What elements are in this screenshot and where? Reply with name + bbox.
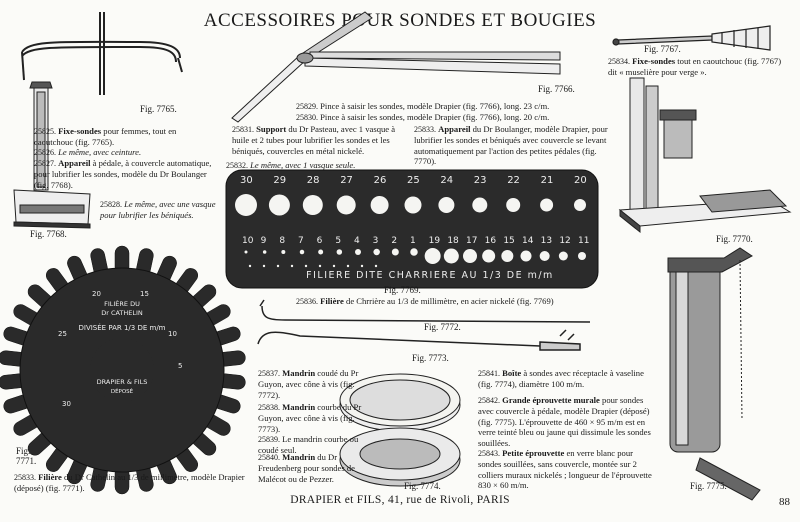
gauge-number: 10 bbox=[168, 330, 177, 338]
catalog-entry: 25836. Filière de Chrrière au 1/3 de millimètre, en acier nickelé (fig. 7769) bbox=[296, 296, 554, 306]
plate-number: 15 bbox=[503, 236, 515, 246]
plate-number: 23 bbox=[473, 175, 487, 186]
gauge-number: 30 bbox=[62, 400, 71, 408]
gauge-text-line3: DIVISÉE PAR 1/3 DE m/m bbox=[78, 324, 166, 332]
plate-number: 14 bbox=[522, 236, 534, 246]
gauge-number: 20 bbox=[92, 290, 101, 298]
catalog-entry: 25841. Boîte à sondes avec réceptacle à vaseline (fig. 7774), diamètre 100 m/m. bbox=[478, 368, 644, 390]
gauge-text-line2: Dr CATHELIN bbox=[101, 309, 143, 317]
plate-number: 22 bbox=[507, 175, 520, 186]
catalog-entry: 25829. Pince à saisir les sondes, modèle Drapier (fig. 7766), long. 23 c/m. bbox=[296, 101, 550, 111]
plate-number: 16 bbox=[484, 236, 497, 246]
plate-number: 25 bbox=[407, 175, 420, 186]
plate-label: FILIERE DITE CHARRIERE AU 1/3 DE m/m bbox=[306, 270, 554, 281]
plate-number: 8 bbox=[279, 236, 286, 246]
catalog-entry: 25838. Mandrin courbe du Pr Guyon, avec cône à vis (fig. 7773). bbox=[258, 402, 362, 434]
plate-number: 10 bbox=[242, 236, 254, 246]
plate-number: 5 bbox=[335, 236, 342, 246]
plate-number: 13 bbox=[540, 236, 553, 246]
catalog-entry: 25831. Support du Dr Pasteau, avec 1 vasque à huile et 2 tubes pour lubrifier les sondes et les béniqués, couvercles en métal nickelé. bbox=[232, 124, 396, 156]
gauge-number: 15 bbox=[140, 290, 149, 298]
catalog-entry: 25827. Appareil à pédale, à couvercle automatique, pour lubrifier les sondes, modèle du Dr Boulanger (fig. 7768). bbox=[34, 158, 212, 190]
catalog-entry: 25839. Le mandrin courbe ou coudé seul. bbox=[258, 434, 359, 456]
page-number: 88 bbox=[779, 496, 790, 508]
plate-number: 11 bbox=[578, 236, 590, 246]
plate-number: 2 bbox=[391, 236, 398, 246]
plate-number: 21 bbox=[540, 175, 554, 186]
plate-number: 3 bbox=[372, 236, 379, 246]
publisher-footer: DRAPIER et FILS, 41, rue de Rivoli, PARIS bbox=[290, 494, 510, 506]
page-title: ACCESSOIRES POUR SONDES ET BOUGIES bbox=[203, 10, 597, 31]
plate-number: 29 bbox=[273, 175, 287, 186]
plate-number: 1 bbox=[410, 236, 416, 246]
plate-number: 12 bbox=[559, 236, 571, 246]
fig-7765-caption: Fig. 7765. bbox=[140, 104, 177, 114]
plate-number: 4 bbox=[354, 236, 360, 246]
catalog-entry: 25828. Le même, avec une vasque pour lubrifier les béniqués. bbox=[100, 199, 216, 221]
fig-7768-caption: Fig. 7768. bbox=[30, 229, 67, 239]
plate-number: 30 bbox=[240, 175, 253, 186]
catalog-entry: 25825. Fixe-sondes pour femmes, tout en caoutchouc (fig. 7765). bbox=[34, 126, 177, 148]
catalog-entry: 25840. Mandrin du Dr Freudenberg pour sondes de Malécot ou de Pezzer. bbox=[258, 452, 355, 484]
plate-number: 27 bbox=[340, 175, 353, 186]
fig-7773-caption: Fig. 7773. bbox=[412, 353, 449, 363]
catalog-entry: 25826. Le même, avec ceinture. bbox=[34, 147, 142, 157]
fig-7774-caption: Fig. 7774. bbox=[404, 481, 441, 491]
catalog-entry: 25843. Petite éprouvette en verre blanc pour sondes souillées, sans couvercle, montée sur 2 colliers muraux nickelés ; longueur de l'éprouvette 830 × 60 m/m. bbox=[478, 448, 652, 491]
plate-number: 24 bbox=[440, 175, 454, 186]
plate-number: 26 bbox=[373, 175, 387, 186]
plate-number: 20 bbox=[574, 175, 587, 186]
catalog-entry: 25833. Appareil du Dr Boulanger, modèle Drapier, pour lubrifier les sondes et béniqués avec couvercle se levant automatiquement par l'action des petites pédales (fig. 7770). bbox=[414, 124, 608, 167]
catalog-entry: 25830. Pince à saisir les sondes, modèle Drapier (fig. 7766), long. 20 c/m. bbox=[296, 112, 550, 122]
catalog-entry: 25833. Filière du Dr Cathelin au 1/3 de millimètre, modèle Drapier (déposé) (fig. 7771). bbox=[14, 472, 245, 494]
fig-7775-caption: Fig. 7775. bbox=[690, 481, 727, 491]
fig-7769-caption: Fig. 7769. bbox=[384, 285, 421, 295]
gauge-number: 5 bbox=[178, 362, 183, 370]
fig-7771-caption: Fig. 7771. bbox=[16, 446, 37, 466]
gauge-maker: DRAPIER & FILS bbox=[96, 378, 148, 386]
fig-7772-caption: Fig. 7772. bbox=[424, 322, 461, 332]
plate-number: 18 bbox=[447, 236, 459, 246]
fig-7767-caption: Fig. 7767. bbox=[644, 44, 681, 54]
gauge-text-line1: FILIÈRE DU bbox=[104, 300, 140, 308]
plate-number: 19 bbox=[428, 236, 441, 246]
catalog-entry: 25837. Mandrin coudé du Pr Guyon, avec cône à vis (fig. 7772). bbox=[258, 368, 359, 400]
gauge-number: 25 bbox=[58, 330, 67, 338]
catalog-entry: 25834. Fixe-sondes tout en caoutchouc (fig. 7767) dit « muselière pour verge ». bbox=[608, 56, 782, 78]
plate-number: 17 bbox=[466, 236, 478, 246]
plate-number: 6 bbox=[316, 236, 323, 246]
fig-7770-caption: Fig. 7770. bbox=[716, 234, 753, 244]
catalog-entry: 25842. Grande éprouvette murale pour sondes avec couvercle à pédale, modèle Drapier (déposé) (fig. 7775). L'éprouvette de 460 × 95 m/m est en verre teinté bleu ou jaune qui dissimule les sondes souillées. bbox=[478, 395, 651, 448]
gauge-deposited: DÉPOSÉ bbox=[110, 389, 134, 395]
catalog-entry: 25832. Le même, avec 1 vasque seule. bbox=[226, 160, 356, 170]
plate-number: 7 bbox=[298, 236, 304, 246]
plate-number: 9 bbox=[260, 236, 267, 246]
plate-number: 28 bbox=[306, 175, 320, 186]
fig-7766-caption: Fig. 7766. bbox=[538, 84, 575, 94]
